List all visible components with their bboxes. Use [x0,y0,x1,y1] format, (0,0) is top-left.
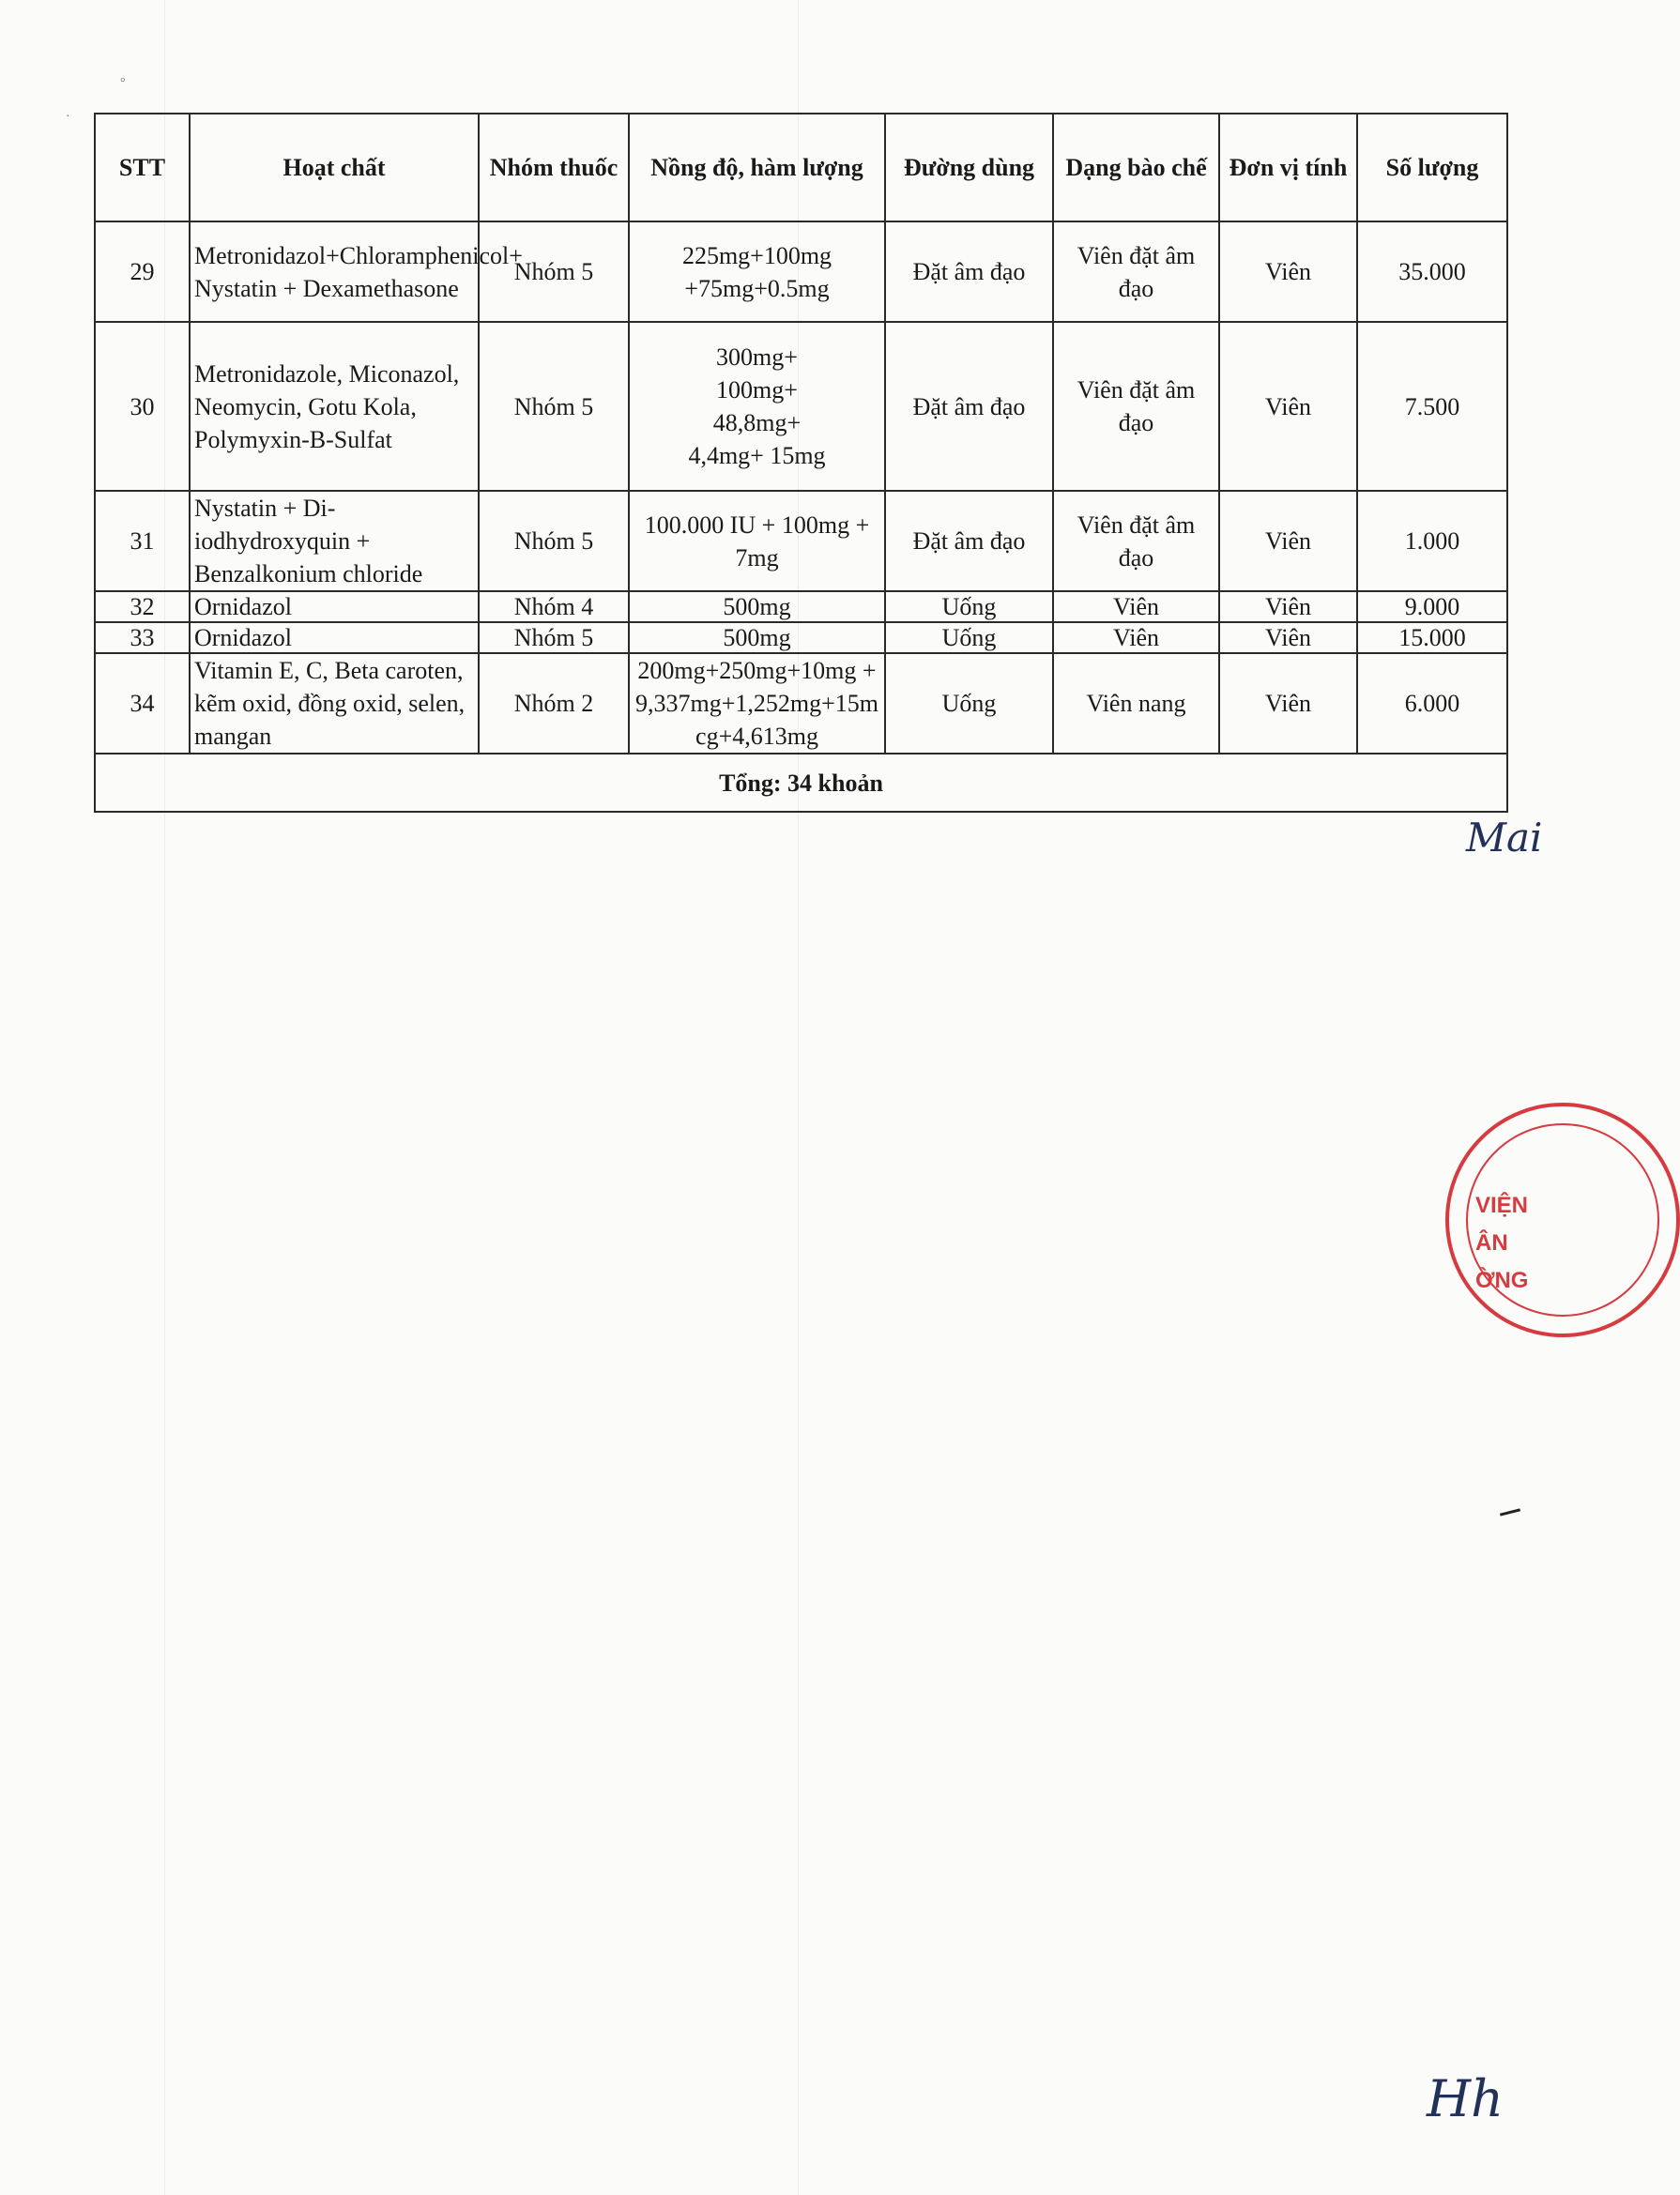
cell-dang-bao-che: Viên đặt âm đạo [1053,322,1219,491]
table-row [95,221,1507,322]
table-total-row [95,754,1507,812]
table-header-row [95,114,1507,221]
cell-don-vi: Viên [1219,622,1357,653]
cell-stt: 34 [95,653,190,754]
cell-dang-bao-che: Viên đặt âm đạo [1053,221,1219,322]
cell-dang-bao-che: Viên đặt âm đạo [1053,491,1219,591]
header-hoat-chat: Hoạt chất [190,114,479,221]
cell-so-luong: 1.000 [1357,491,1507,591]
cell-stt: 32 [95,591,190,622]
cell-duong-dung: Uống [885,591,1053,622]
cell-duong-dung: Uống [885,622,1053,653]
cell-nong-do: 500mg [629,622,885,653]
cell-duong-dung: Đặt âm đạo [885,221,1053,322]
header-so-luong: Số lượng [1357,114,1507,221]
header-dang-bao-che: Dạng bào chế [1053,114,1219,221]
cell-so-luong: 7.500 [1357,322,1507,491]
cell-so-luong: 6.000 [1357,653,1507,754]
cell-so-luong: 35.000 [1357,221,1507,322]
cell-nhom: Nhóm 5 [479,622,629,653]
cell-stt: 30 [95,322,190,491]
cell-stt: 31 [95,491,190,591]
signature-mark-bottom: Hh [1427,2069,1504,2128]
table-row [95,591,1507,622]
cell-duong-dung: Uống [885,653,1053,754]
cell-so-luong: 15.000 [1357,622,1507,653]
cell-hoat-chat: Ornidazol [190,591,479,622]
cell-nhom: Nhóm 5 [479,491,629,591]
cell-nong-do: 500mg [629,591,885,622]
cell-don-vi: Viên [1219,653,1357,754]
cell-nhom: Nhóm 5 [479,221,629,322]
cell-hoat-chat: Ornidazol [190,622,479,653]
scan-dot: ° [120,76,126,90]
cell-nhom: Nhóm 4 [479,591,629,622]
table-row [95,653,1507,754]
seal-text-line: ÂN [1475,1230,1508,1256]
cell-nhom: Nhóm 5 [479,322,629,491]
cell-stt: 29 [95,221,190,322]
header-nhom-thuoc: Nhóm thuốc [479,114,629,221]
header-nong-do: Nồng độ, hàm lượng [629,114,885,221]
pen-mark [1500,1508,1520,1516]
signature-mark-top: Mai [1466,815,1543,861]
scan-dot: · [66,110,70,124]
cell-don-vi: Viên [1219,322,1357,491]
cell-don-vi: Viên [1219,591,1357,622]
seal-text-line: ỜNG [1475,1268,1529,1293]
cell-so-luong: 9.000 [1357,591,1507,622]
cell-hoat-chat: Nystatin + Di-iodhydroxyquin + Benzalkonium chloride [190,491,479,591]
header-stt: STT [95,114,190,221]
cell-nong-do: 200mg+250mg+10mg +9,337mg+1,252mg+15mcg+4,613mg [629,653,885,754]
header-don-vi-tinh: Đơn vị tính [1219,114,1357,221]
drug-list-table [94,113,1508,813]
total-label: Tổng: 34 khoản [95,754,1507,812]
cell-duong-dung: Đặt âm đạo [885,491,1053,591]
cell-nong-do: 300mg+ 100mg+ 48,8mg+ 4,4mg+ 15mg [629,322,885,491]
cell-nong-do: 225mg+100mg +75mg+0.5mg [629,221,885,322]
table-row [95,622,1507,653]
cell-hoat-chat: Metronidazol+Chloramphenicol+ Nystatin + Dexamethasone [190,221,479,322]
seal-text-line: VIỆN [1475,1193,1529,1218]
cell-dang-bao-che: Viên nang [1053,653,1219,754]
cell-duong-dung: Đặt âm đạo [885,322,1053,491]
table-row [95,322,1507,491]
cell-dang-bao-che: Viên [1053,591,1219,622]
cell-don-vi: Viên [1219,221,1357,322]
cell-nhom: Nhóm 2 [479,653,629,754]
cell-don-vi: Viên [1219,491,1357,591]
table-row [95,491,1507,591]
header-duong-dung: Đường dùng [885,114,1053,221]
cell-hoat-chat: Metronidazole, Miconazol, Neomycin, Gotu Kola, Polymyxin-B-Sulfat [190,322,479,491]
cell-hoat-chat: Vitamin E, C, Beta caroten, kẽm oxid, đồng oxid, selen, mangan [190,653,479,754]
cell-dang-bao-che: Viên [1053,622,1219,653]
cell-nong-do: 100.000 IU + 100mg + 7mg [629,491,885,591]
cell-stt: 33 [95,622,190,653]
